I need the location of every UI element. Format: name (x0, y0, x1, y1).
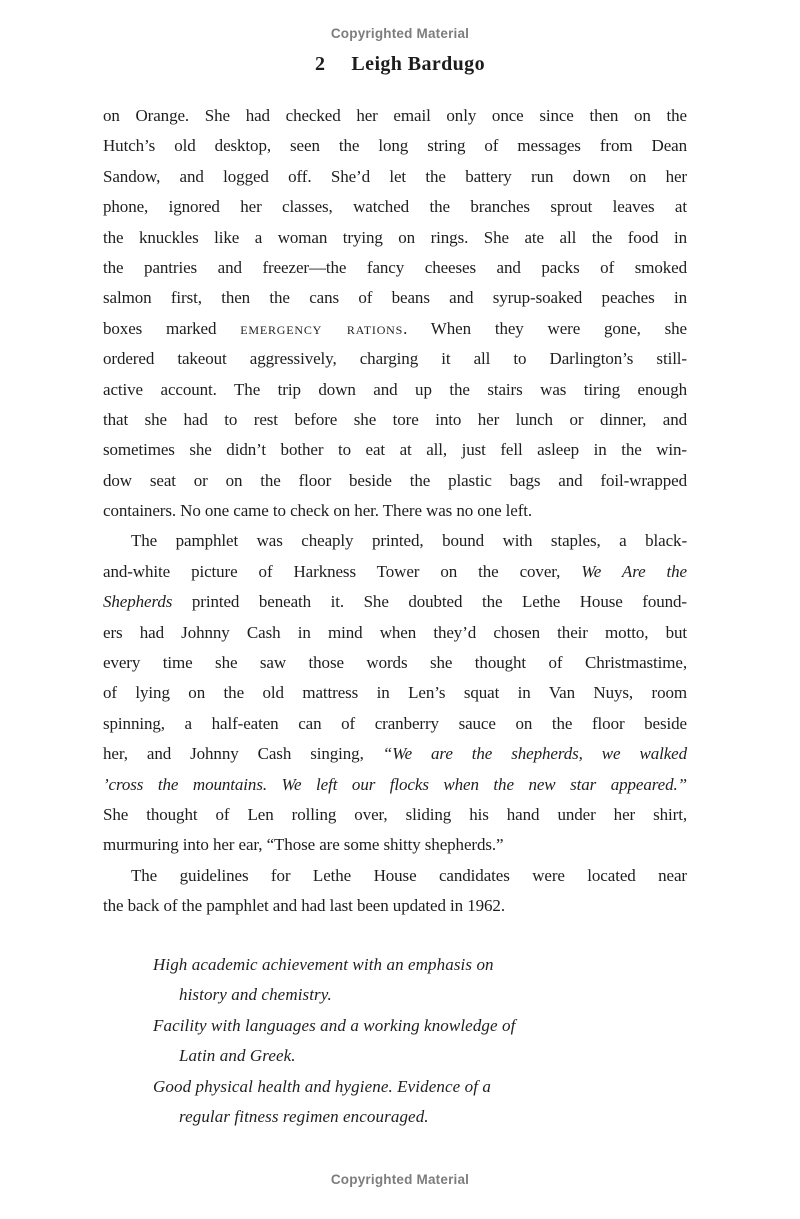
text-line (103, 466, 687, 496)
text-line (103, 223, 687, 253)
page-header (0, 53, 800, 76)
text-line (103, 770, 687, 800)
text-line (103, 891, 687, 921)
text-segment: active account. The trip down and up the stairs was tiring enough (103, 379, 687, 399)
italic-text: “We are the shepherds, we walked (382, 744, 688, 764)
text-line (103, 587, 687, 617)
text-segment: She thought of Len rolling over, sliding his hand under her shirt, (103, 804, 687, 824)
paragraph (103, 861, 687, 922)
text-segment: boxes marked (103, 318, 241, 338)
text-line (103, 526, 687, 556)
text-segment: her, and Johnny Cash singing, (103, 744, 383, 764)
guideline-line: High academic achievement with an emphasis on (153, 955, 494, 974)
text-line (103, 861, 687, 891)
guideline-item (103, 1072, 687, 1133)
text-line (103, 496, 687, 526)
text-segment: Sandow, and logged off. She’d let the battery run down on her (103, 166, 687, 186)
text-line (103, 678, 687, 708)
text-segment: printed beneath it. She doubted the Lethe House found- (172, 592, 687, 612)
text-line (103, 101, 687, 131)
copyright-notice-bottom: Copyrighted Material (330, 1172, 470, 1187)
guideline-line: regular fitness regimen encouraged. (179, 1106, 429, 1126)
text-segment: Hutch’s old desktop, seen the long string of messages from Dean (103, 136, 687, 156)
text-segment: spinning, a half-eaten can of cranberry sauce on the floor beside (103, 713, 687, 733)
text-segment: The guidelines for Lethe House candidates were located near (131, 865, 687, 885)
guideline-item (103, 1011, 687, 1072)
copyright-notice-top: Copyrighted Material (330, 26, 470, 41)
text-line (103, 131, 687, 161)
text-line (103, 618, 687, 648)
text-segment: ordered takeout aggressively, charging it all to Darlington’s still- (103, 349, 687, 369)
text-line (103, 283, 687, 313)
text-segment: phone, ignored her classes, watched the branches sprout leaves at (103, 197, 687, 217)
text-segment: of lying on the old mattress in Len’s squat in Van Nuys, room (103, 683, 687, 703)
text-segment: ers had Johnny Cash in mind when they’d chosen their motto, but (103, 622, 687, 642)
text-segment: dow seat or on the floor beside the plastic bags and foil-wrapped (103, 470, 687, 490)
guideline-line: Facility with languages and a working knowledge of (153, 1015, 516, 1035)
text-segment: that she had to rest before she tore into her lunch or dinner, and (103, 409, 687, 429)
text-segment: salmon first, then the cans of beans and syrup-soaked peaches in (103, 288, 687, 308)
text-line (103, 648, 687, 678)
text-segment: the pantries and freezer—the fancy cheeses and packs of smoked (103, 257, 687, 277)
italic-text: ’cross the mountains. We left our flocks when the new star appeared.” (103, 774, 687, 794)
author-name: Leigh Bardugo (351, 53, 485, 75)
guidelines-list (103, 950, 687, 1132)
text-line (103, 162, 687, 192)
text-segment: The pamphlet was cheaply printed, bound with staples, a black- (131, 531, 687, 551)
small-caps-text: emergency rations (240, 318, 404, 338)
text-line (103, 709, 687, 739)
paragraph (103, 526, 687, 860)
text-line (103, 800, 687, 830)
text-line (103, 435, 687, 465)
text-segment: murmuring into her ear, “Those are some shitty shepherds.” (103, 835, 504, 855)
text-segment: and-white picture of Harkness Tower on the cover, (103, 561, 582, 581)
guideline-line: Good physical health and hygiene. Evidence of a (153, 1076, 491, 1096)
page-number: 2 (315, 53, 326, 75)
text-line (103, 375, 687, 405)
text-segment: . When they were gone, she (403, 318, 687, 338)
text-segment: the knuckles like a woman trying on rings. She ate all the food in (103, 227, 687, 247)
text-line (103, 314, 687, 344)
italic-text: We Are the (581, 561, 688, 581)
text-line (103, 344, 687, 374)
italic-text: Shepherds (103, 592, 173, 612)
text-segment: the back of the pamphlet and had last been updated in 1962. (103, 896, 505, 916)
paragraph (103, 101, 687, 526)
guideline-line: history and chemistry. (179, 985, 332, 1005)
text-segment: every time she saw those words she thought of Christmastime, (103, 653, 687, 673)
guideline-line: Latin and Greek. (179, 1046, 296, 1066)
guideline-item (103, 950, 687, 1011)
text-line (103, 253, 687, 283)
text-line (103, 739, 687, 769)
body-text (103, 101, 687, 922)
text-segment: containers. No one came to check on her. There was no one left. (103, 501, 533, 521)
text-line (103, 405, 687, 435)
text-segment: on Orange. She had checked her email only once since then on the (103, 106, 687, 125)
text-segment: sometimes she didn’t bother to eat at all, just fell asleep in the win- (103, 440, 687, 460)
text-line (103, 830, 687, 860)
text-line (103, 192, 687, 222)
text-line (103, 557, 687, 587)
